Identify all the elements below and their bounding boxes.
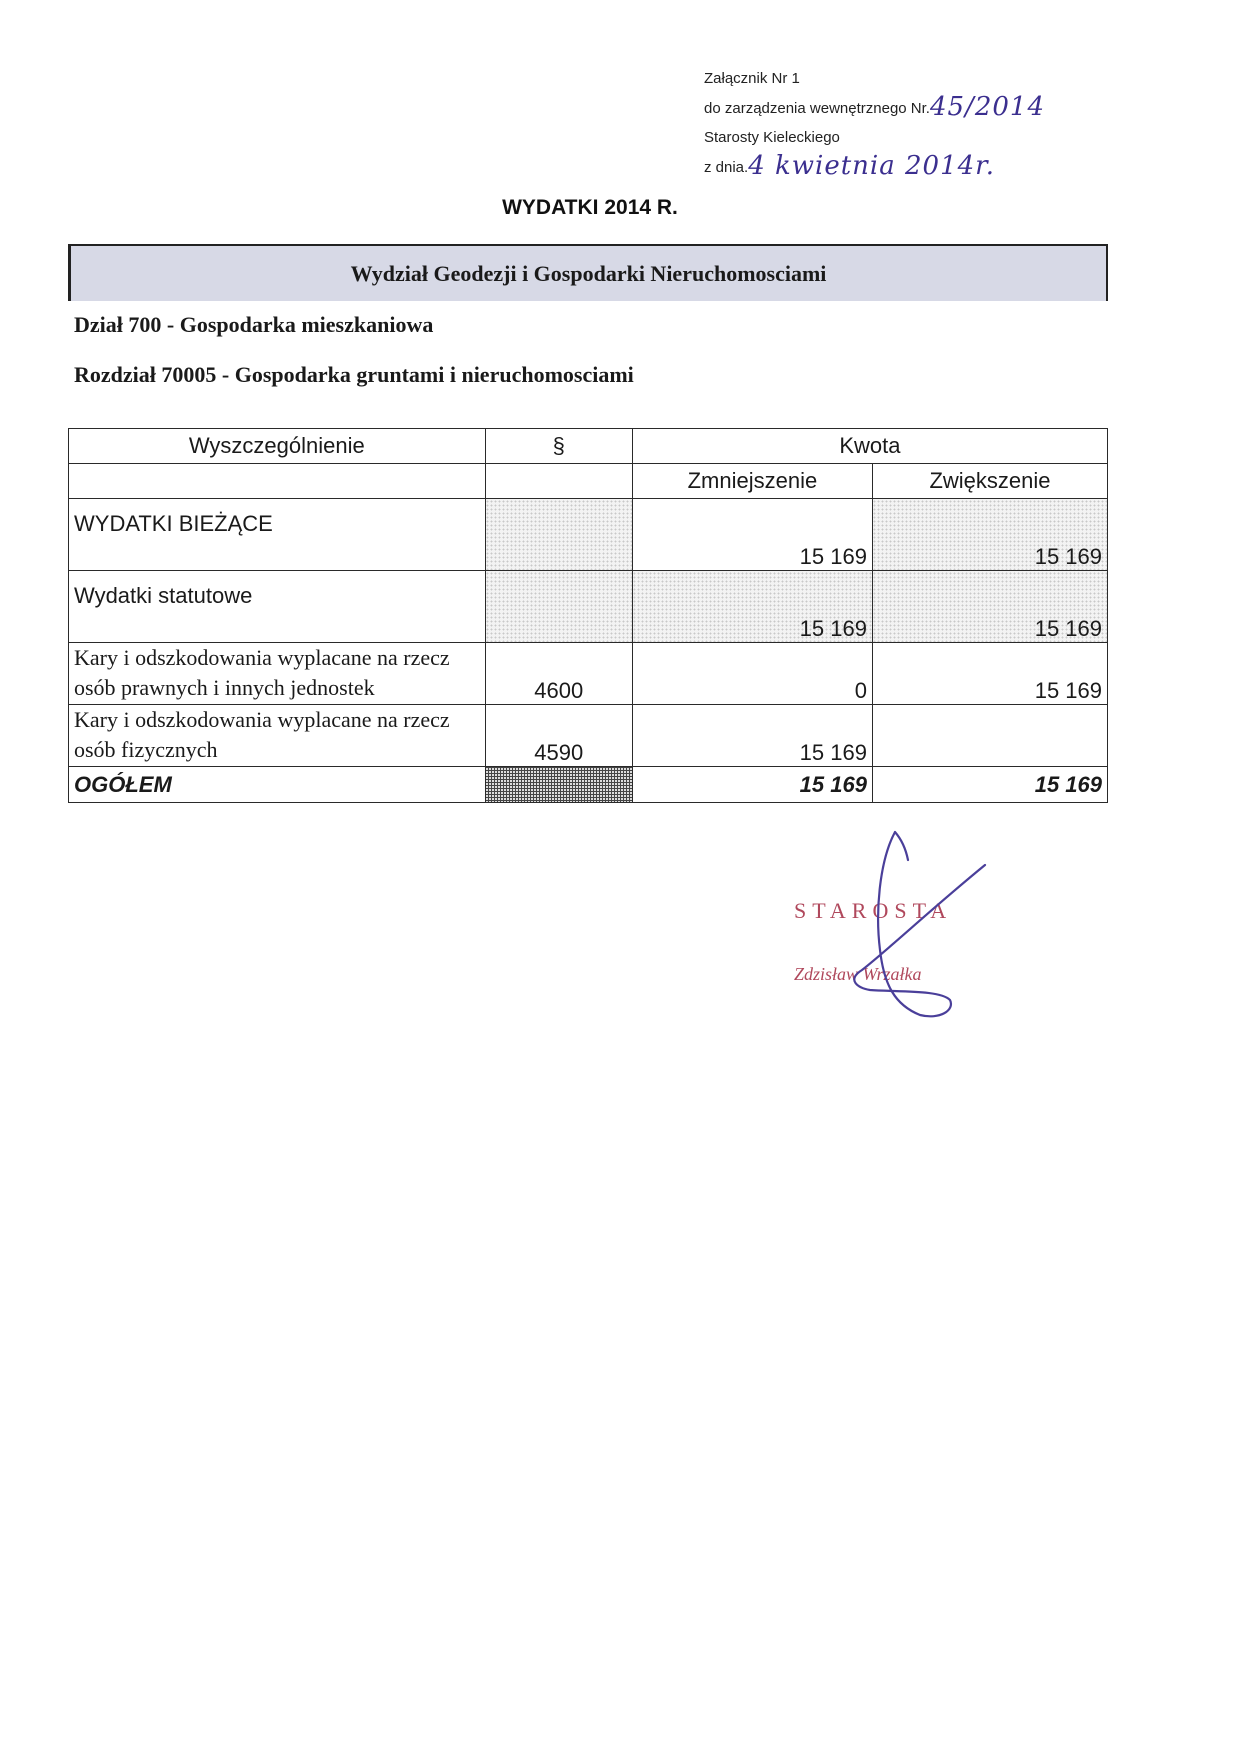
handwritten-date: 4 kwietnia 2014r. — [748, 151, 996, 181]
annex-line-1: Załącznik Nr 1 — [704, 70, 800, 87]
row-increase: 15 169 — [872, 499, 1107, 571]
header-description: Wyszczególnienie — [69, 429, 486, 464]
row-decrease: 15 169 — [632, 571, 872, 643]
annex-date-prefix: z dnia. — [704, 159, 749, 176]
row-decrease: 15 169 — [632, 499, 872, 571]
total-label: OGÓŁEM — [69, 767, 486, 803]
row-increase: 15 169 — [872, 571, 1107, 643]
row-paragraph: 4600 — [485, 643, 632, 705]
row-label: Kary i odszkodowania wyplacane na rzecz osób fizycznych — [69, 705, 486, 767]
annex-line-4 — [704, 152, 1045, 182]
annex-order-prefix: do zarządzenia wewnętrznego Nr. — [704, 100, 930, 117]
table-total-row — [69, 767, 1108, 803]
table-row — [69, 571, 1108, 643]
subheader-empty — [485, 464, 632, 499]
total-decrease: 15 169 — [632, 767, 872, 803]
annex-line-2 — [704, 93, 1045, 123]
total-paragraph-shaded — [485, 767, 632, 803]
row-decrease: 0 — [632, 643, 872, 705]
row-paragraph — [485, 571, 632, 643]
row-paragraph — [485, 499, 632, 571]
department-banner: Wydział Geodezji i Gospodarki Nieruchomosciami — [68, 244, 1108, 301]
budget-table — [68, 428, 1108, 803]
annex-header — [704, 64, 1045, 182]
signature-icon — [780, 820, 1000, 1040]
row-decrease: 15 169 — [632, 705, 872, 767]
table-row — [69, 499, 1108, 571]
table-row — [69, 705, 1108, 767]
row-label: WYDATKI BIEŻĄCE — [69, 499, 486, 571]
header-paragraph: § — [485, 429, 632, 464]
header-decrease: Zmniejszenie — [632, 464, 872, 499]
row-label: Kary i odszkodowania wyplacane na rzecz osób prawnych i innych jednostek — [69, 643, 486, 705]
row-increase: 15 169 — [872, 643, 1107, 705]
document-title: WYDATKI 2014 R. — [502, 196, 678, 219]
stamp-name: Zdzisław Wrzałka — [794, 964, 922, 984]
row-increase — [872, 705, 1107, 767]
table-row — [69, 643, 1108, 705]
subheader-empty — [69, 464, 486, 499]
table-subheader-row — [69, 464, 1108, 499]
total-increase: 15 169 — [872, 767, 1107, 803]
section-rozdzial: Rozdział 70005 - Gospodarka gruntami i nieruchomosciami — [74, 362, 634, 387]
stamp-title: STAROSTA — [794, 898, 953, 923]
section-dzial: Dział 700 - Gospodarka mieszkaniowa — [74, 312, 434, 337]
row-paragraph: 4590 — [485, 705, 632, 767]
header-amount: Kwota — [632, 429, 1107, 464]
table-header-row — [69, 429, 1108, 464]
header-increase: Zwiększenie — [872, 464, 1107, 499]
handwritten-order-number: 45/2014 — [929, 92, 1045, 122]
row-label: Wydatki statutowe — [69, 571, 486, 643]
annex-line-3: Starosty Kieleckiego — [704, 129, 840, 146]
